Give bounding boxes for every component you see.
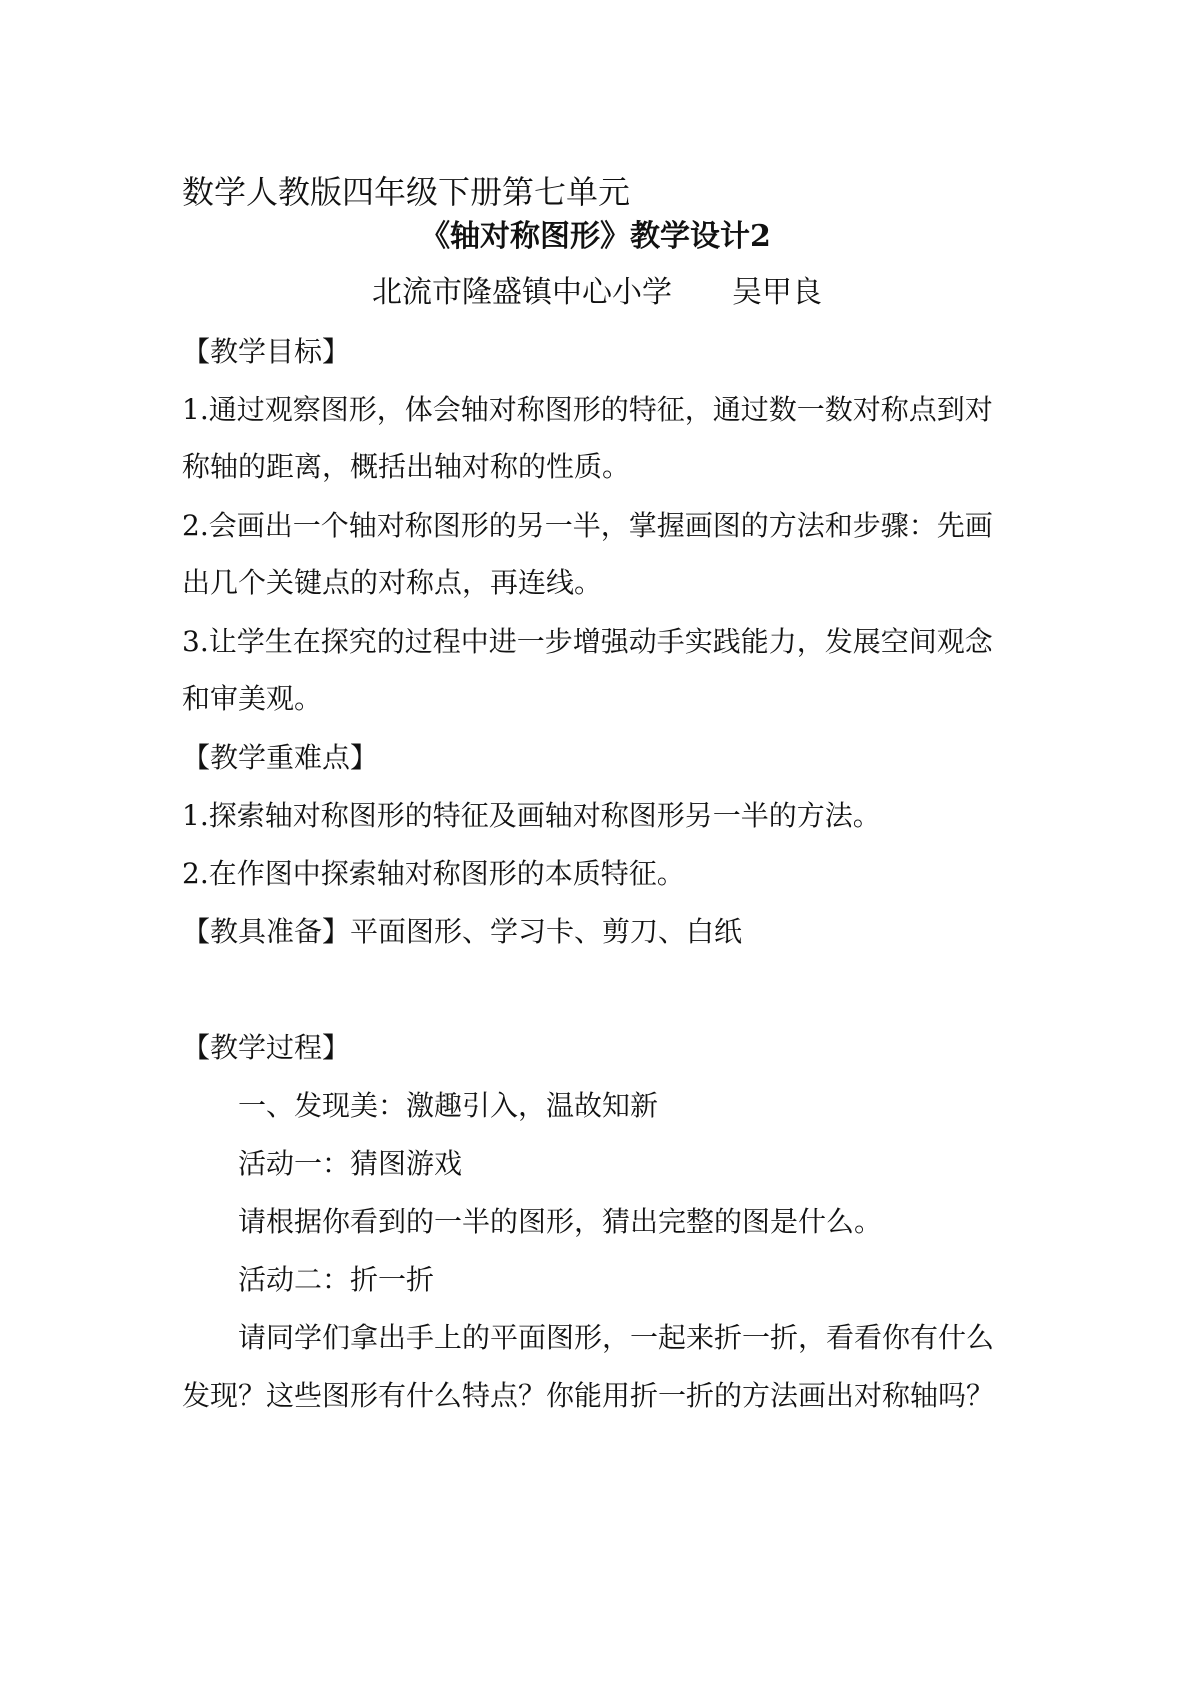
objective-3-line-1: 3.让学生在探究的过程中进一步增强动手实践能力，发展空间观念 bbox=[182, 625, 993, 658]
section-1-heading: 一、发现美：激趣引入，温故知新 bbox=[238, 1089, 659, 1122]
activity-2-text-line-2: 发现？这些图形有什么特点？你能用折一折的方法画出对称轴吗？ bbox=[182, 1379, 995, 1412]
document-title: 《轴对称图形》教学设计2 bbox=[420, 219, 771, 254]
byline bbox=[372, 272, 822, 314]
materials-line: 【教具准备】平面图形、学习卡、剪刀、白纸 bbox=[182, 915, 743, 948]
activity-2-title: 活动二：折一折 bbox=[238, 1263, 435, 1296]
key-point-1: 1.探索轴对称图形的特征及画轴对称图形另一半的方法。 bbox=[182, 799, 881, 832]
objectives-heading: 【教学目标】 bbox=[182, 335, 351, 368]
objective-2-line-2: 出几个关键点的对称点，再连线。 bbox=[182, 566, 603, 599]
author-name: 吴甲良 bbox=[732, 275, 822, 310]
objective-2-line-1: 2.会画出一个轴对称图形的另一半，掌握画图的方法和步骤：先画 bbox=[182, 509, 993, 542]
key-points-heading: 【教学重难点】 bbox=[182, 741, 379, 774]
activity-2-text-line-1: 请同学们拿出手上的平面图形，一起来折一折，看看你有什么 bbox=[238, 1321, 995, 1354]
objective-1-line-1: 1.通过观察图形，体会轴对称图形的特征，通过数一数对称点到对 bbox=[182, 393, 993, 426]
process-heading: 【教学过程】 bbox=[182, 1031, 351, 1064]
objective-3-line-2: 和审美观。 bbox=[182, 682, 323, 715]
course-title: 数学人教版四年级下册第七单元 bbox=[182, 173, 631, 211]
school-name: 北流市隆盛镇中心小学 bbox=[372, 275, 672, 310]
key-point-2: 2.在作图中探索轴对称图形的本质特征。 bbox=[182, 857, 685, 890]
objective-1-line-2: 称轴的距离，概括出轴对称的性质。 bbox=[182, 450, 631, 483]
activity-1-text: 请根据你看到的一半的图形，猜出完整的图是什么。 bbox=[238, 1205, 883, 1238]
activity-1-title: 活动一：猜图游戏 bbox=[238, 1147, 463, 1180]
